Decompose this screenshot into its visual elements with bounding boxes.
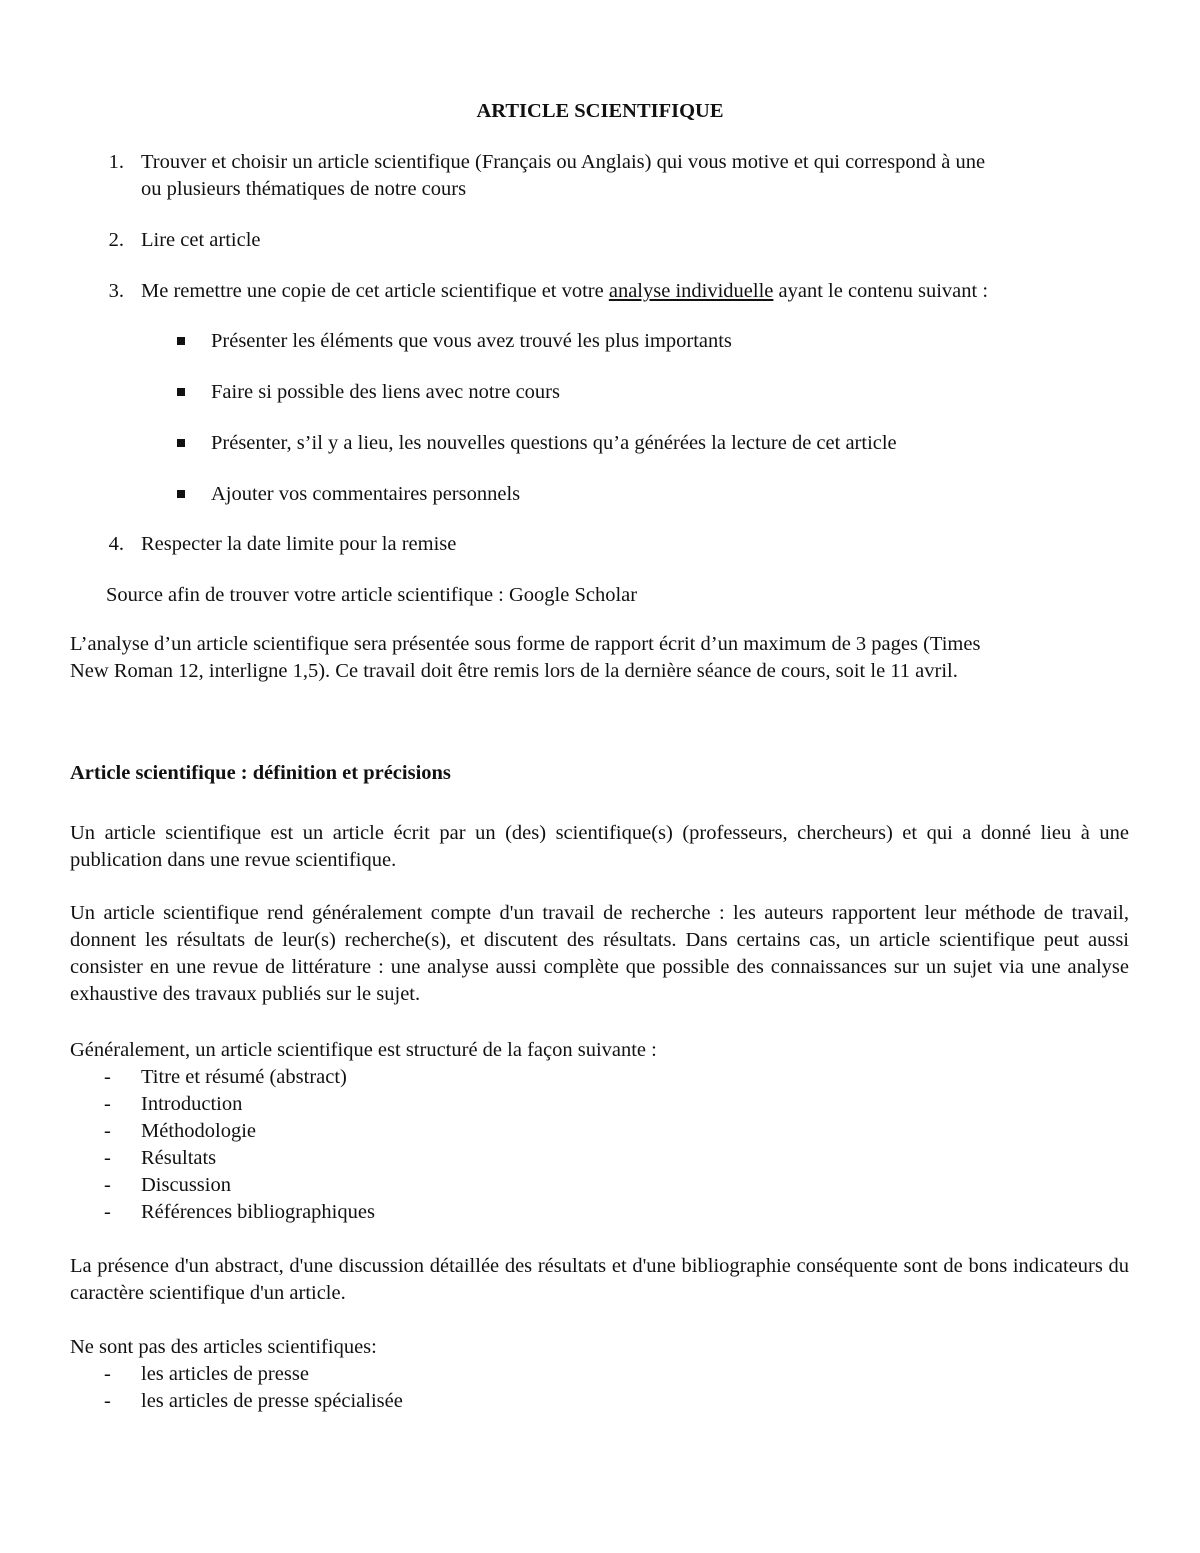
dash-bullet-icon: - [104,1120,111,1142]
not-scientific-item: les articles de presse spécialisée [141,1390,403,1412]
dash-bullet-icon: - [104,1174,111,1196]
step-1-number: 1. [108,151,124,173]
section-heading: Article scientifique : définition et précisions [70,762,451,784]
page-title: ARTICLE SCIENTIFIQUE [476,100,724,122]
analysis-para-line1: L’analyse d’un article scientifique sera présentée sous forme de rapport écrit d’un maximum de 3 pages (Times [70,633,981,655]
square-bullet-icon [177,490,185,498]
step-3-number: 3. [108,280,124,302]
structure-item: Méthodologie [141,1120,257,1142]
research-paragraph: Un article scientifique rend généralement compte d'un travail de recherche : les auteurs rapportent leur méthode de travail, donnent les résultats de leur(s) recherche(s), et discutent des résultats. Dans certains cas, un article scientifique peut aussi consister en une revue de littérature : une analyse aussi complète que possible des connaissances sur un sujet via une analyse exhaustive des travaux publiés sur le sujet. [70,902,1129,1005]
step-4-text: Respecter la date limite pour la remise [141,533,457,555]
bullet-item: Présenter, s’il y a lieu, les nouvelles questions qu’a générées la lecture de cet article [211,432,897,454]
not-scientific-item: les articles de presse [141,1363,309,1385]
dash-bullet-icon: - [104,1201,111,1223]
bullet-item: Ajouter vos commentaires personnels [211,483,521,505]
structure-item: Titre et résumé (abstract) [141,1066,347,1088]
step-3-text [141,278,988,305]
step-1-text-line2: ou plusieurs thématiques de notre cours [141,178,467,200]
presence-paragraph: La présence d'un abstract, d'une discussion détaillée des résultats et d'une bibliographie conséquente sont de bons indicateurs du caractère scientifique d'un article. [70,1255,1129,1304]
structure-item: Références bibliographiques [141,1201,375,1223]
step-2-text: Lire cet article [141,229,261,251]
dash-bullet-icon: - [104,1390,111,1412]
bullet-item: Présenter les éléments que vous avez trouvé les plus importants [211,330,732,352]
structure-item: Discussion [141,1174,231,1196]
not-scientific-intro: Ne sont pas des articles scientifiques: [70,1336,377,1358]
structure-item: Résultats [141,1147,217,1169]
step-1-text-line1: Trouver et choisir un article scientifique (Français ou Anglais) qui vous motive et qui correspond à une [141,151,986,173]
square-bullet-icon [177,388,185,396]
step-3-text-before: Me remettre une copie de cet article scientifique et votre [141,280,609,302]
source-line: Source afin de trouver votre article scientifique : Google Scholar [106,584,638,606]
step-2-number: 2. [108,229,124,251]
dash-bullet-icon: - [104,1363,111,1385]
bullet-item: Faire si possible des liens avec notre cours [211,381,560,403]
analysis-para-line2: New Roman 12, interligne 1,5). Ce travail doit être remis lors de la dernière séance de cours, soit le 11 avril. [70,660,958,682]
definition-paragraph: Un article scientifique est un article écrit par un (des) scientifique(s) (professeurs, chercheurs) et qui a donné lieu à une publication dans une revue scientifique. [70,822,1129,871]
square-bullet-icon [177,439,185,447]
structure-intro: Généralement, un article scientifique est structuré de la façon suivante : [70,1039,657,1061]
structure-item: Introduction [141,1093,243,1115]
dash-bullet-icon: - [104,1147,111,1169]
dash-bullet-icon: - [104,1066,111,1088]
square-bullet-icon [177,337,185,345]
step-3-text-after: ayant le contenu suivant : [773,280,989,302]
step-4-number: 4. [108,533,124,555]
dash-bullet-icon: - [104,1093,111,1115]
step-3-underlined-phrase: analyse individuelle [608,280,774,302]
